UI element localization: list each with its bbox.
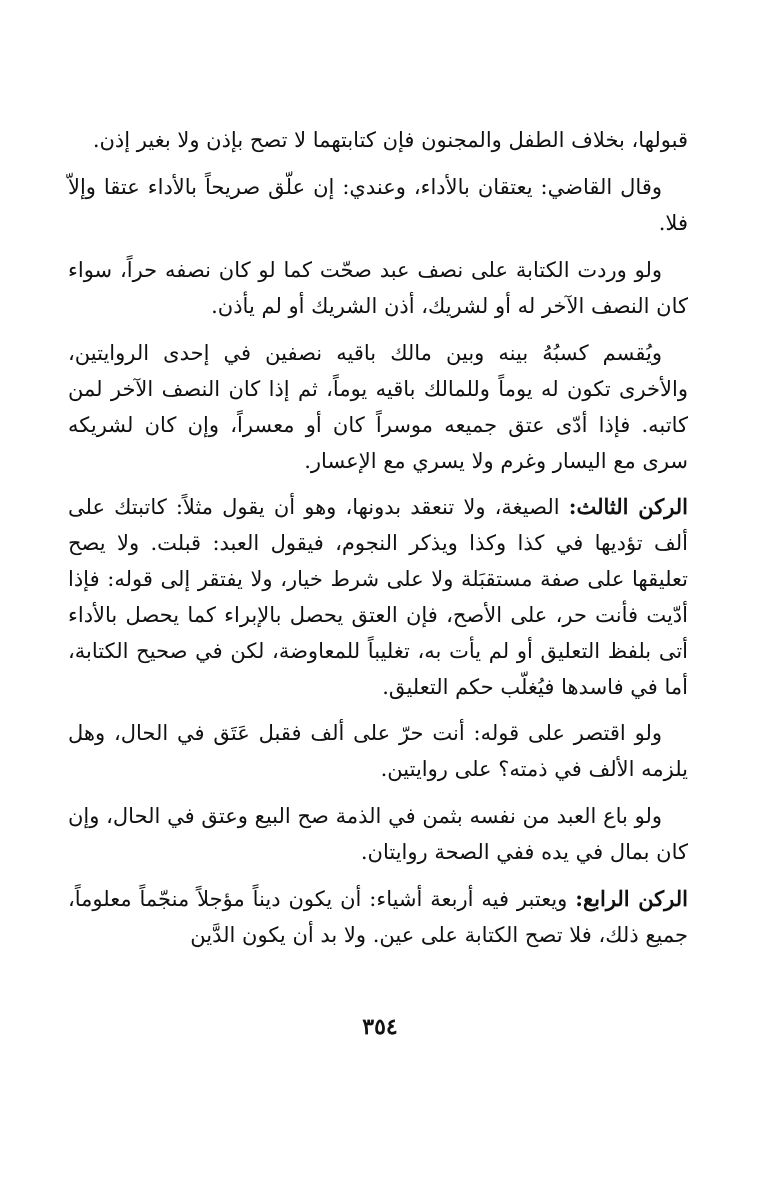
paragraph-5-text: الصيغة، ولا تنعقد بدونها، وهو أن يقول مثلاً: كاتبتك على ألف تؤديها في كذا وكذا ويذكر النجوم، فيقول العبد: قبلت. ولا يصح تعليقها على صفة مستقبَلة ولا على شرط خيار، ولا يفتقر إلى قوله: فإذا أدّيت فأنت حر، على الأصح، فإن العتق يحصل بالإبراء كما يحصل بالأداء أتى بلفظ التعليق أو لم يأت به، تغليباً للمعاوضة، لكن في صحيح الكتابة، أما في فاسدها فيُغلّب حكم التعليق. bbox=[68, 494, 688, 699]
paragraph-4-text: ويُقسم كسبُهُ بينه وبين مالك باقيه نصفين في إحدى الروايتين، والأخرى تكون له يوماً وللمالك باقيه يوماً، ثم إذا كان النصف الآخر لمن كاتبه. فإذا أدّى عتق جميعه موسراً كان أو معسراً، وإن كان لشريكه سرى مع اليسار وغرم ولا يسري مع الإعسار. bbox=[68, 340, 688, 473]
paragraph-3-text: ولو وردت الكتابة على نصف عبد صحّت كما لو كان نصفه حراً، سواء كان النصف الآخر له أو لشريك، أذن الشريك أو لم يأذن. bbox=[68, 257, 688, 318]
paragraph-6-text: ولو اقتصر على قوله: أنت حرّ على ألف فقبل عَتَق في الحال، وهل يلزمه الألف في ذمته؟ على روايتين. bbox=[68, 720, 688, 781]
paragraph-1-text: قبولها، بخلاف الطفل والمجنون فإن كتابتهما لا تصح بإذن ولا بغير إذن. bbox=[92, 128, 688, 152]
paragraph-7-text: ولو باع العبد من نفسه بثمن في الذمة صح البيع وعتق في الحال، وإن كان بمال في يده ففي الصحة روايتان. bbox=[68, 803, 688, 864]
paragraph-2-text: وقال القاضي: يعتقان بالأداء، وعندي: إن علّق صريحاً بالأداء عتقا وإلاّ فلا. bbox=[68, 174, 688, 235]
paragraph-8 bbox=[68, 881, 688, 954]
paragraph-7 bbox=[68, 798, 688, 871]
paragraph-1 bbox=[68, 122, 688, 159]
paragraph-4 bbox=[68, 335, 688, 479]
paragraph-5-heading: الركن الثالث: bbox=[568, 493, 689, 519]
paragraph-5 bbox=[68, 489, 688, 705]
page-number: ٣٥٤ bbox=[362, 1014, 398, 1040]
page-body bbox=[68, 122, 688, 954]
paragraph-8-text: ويعتبر فيه أربعة أشياء: أن يكون ديناً مؤجلاً منجّماً معلوماً، جميع ذلك، فلا تصح الكتابة على عين. ولا بد أن يكون الدَّين bbox=[68, 886, 688, 947]
paragraph-2 bbox=[68, 169, 688, 242]
paragraph-8-heading: الركن الرابع: bbox=[575, 885, 688, 911]
paragraph-3 bbox=[68, 252, 688, 325]
paragraph-6 bbox=[68, 715, 688, 788]
